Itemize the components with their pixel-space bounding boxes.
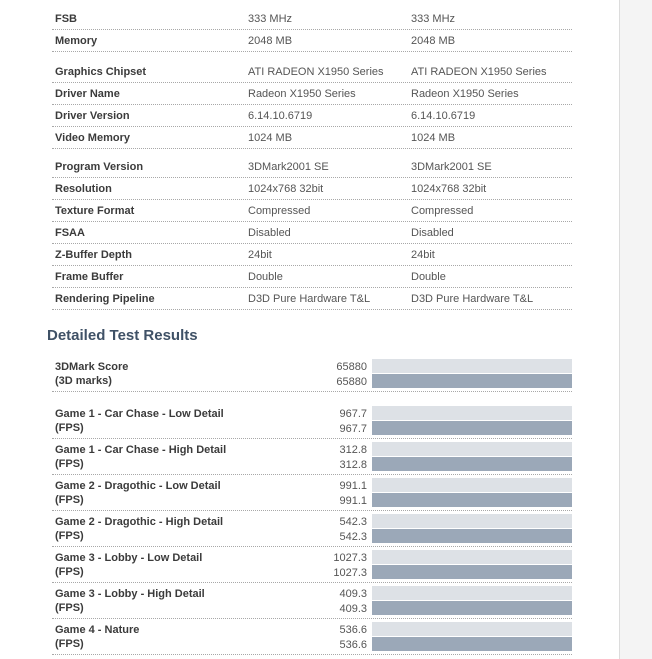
spec-label: Frame Buffer [55,271,124,283]
result-unit: (FPS) [55,566,84,578]
spec-label: Program Version [55,161,144,173]
result-value-2: 542.3 [339,531,367,543]
spec-row-resolution [52,178,572,200]
result-title: Game 2 - Dragothic - High Detail [55,516,224,528]
spec-row-frame-buffer [52,266,572,288]
result-name [55,515,223,543]
result-value-1: 409.3 [339,588,367,600]
result-bar-1 [372,478,572,492]
result-bar-1 [372,514,572,528]
spec-value-1: D3D Pure Hardware T&L [248,293,371,305]
spec-row-driver-version [52,105,572,127]
result-unit: (FPS) [55,458,84,470]
result-value-2: 536.6 [339,639,367,651]
result-value-2: 65880 [336,376,367,388]
spec-label: FSB [55,13,77,25]
spec-value-1: 1024 MB [248,132,293,144]
spec-value-2: 24bit [411,249,435,261]
result-bar-1 [372,442,572,456]
result-title: Game 3 - Lobby - High Detail [55,588,205,600]
spec-value-2: Compressed [411,205,474,217]
result-name [55,587,205,615]
spec-label: Texture Format [55,205,135,217]
result-name [55,407,224,435]
result-bar-2 [372,529,572,543]
result-title: Game 3 - Lobby - Low Detail [55,552,203,564]
result-value-2: 967.7 [339,423,367,435]
result-value-1: 1027.3 [333,552,367,564]
spec-label: FSAA [55,227,85,239]
spec-row-z-buffer-depth [52,244,572,266]
spec-label: Graphics Chipset [55,66,147,78]
result-value-1: 65880 [336,361,367,373]
spec-value-2: Radeon X1950 Series [411,88,519,100]
result-row-game3-high [52,584,572,619]
spec-row-rendering-pipeline [52,288,572,310]
result-row-game2-low [52,476,572,511]
result-name [55,623,139,651]
result-name [55,551,202,579]
spec-label: Driver Version [55,110,130,122]
result-bar-1 [372,359,572,373]
result-row-game3-low [52,548,572,583]
result-title: Game 1 - Car Chase - Low Detail [55,408,224,420]
result-row-game1-high [52,440,572,475]
spec-value-1: ATI RADEON X1950 Series [248,66,384,78]
result-row-game4-nature [52,620,572,655]
result-name [55,479,221,507]
spec-value-2: 1024 MB [411,132,456,144]
spec-row-texture-format [52,200,572,222]
spec-value-2: D3D Pure Hardware T&L [411,293,534,305]
spec-value-1: 24bit [248,249,272,261]
spec-table-system [52,8,572,52]
spec-value-1: 333 MHz [248,13,293,25]
result-unit: (FPS) [55,422,84,434]
result-title: Game 1 - Car Chase - High Detail [55,444,227,456]
result-bar-1 [372,586,572,600]
spec-row-program-version [52,156,572,178]
result-name [55,443,226,471]
result-bar-2 [372,637,572,651]
result-bar-2 [372,601,572,615]
result-bar-2 [372,421,572,435]
spec-value-1: 2048 MB [248,35,293,47]
spec-row-fsb [52,8,572,30]
result-unit: (FPS) [55,602,84,614]
result-unit: (FPS) [55,530,84,542]
spec-table-graphics [52,61,572,149]
result-row-game2-high [52,512,572,547]
result-bar-1 [372,550,572,564]
spec-value-2: 2048 MB [411,35,456,47]
spec-value-1: Double [248,271,283,283]
spec-label: Video Memory [55,132,130,144]
spec-value-2: 333 MHz [411,13,456,25]
spec-value-2: 1024x768 32bit [411,183,487,195]
result-value-2: 991.1 [339,495,367,507]
spec-value-1: 6.14.10.6719 [248,110,313,122]
spec-value-2: Double [411,271,446,283]
spec-row-graphics-chipset [52,61,572,83]
spec-value-1: 1024x768 32bit [248,183,324,195]
spec-label: Z-Buffer Depth [55,249,132,261]
spec-table-program [52,156,572,310]
spec-value-2: 6.14.10.6719 [411,110,476,122]
result-bar-2 [372,493,572,507]
result-title: Game 2 - Dragothic - Low Detail [55,480,221,492]
spec-value-2: 3DMark2001 SE [411,161,492,173]
spec-label: Rendering Pipeline [55,293,155,305]
result-value-1: 967.7 [339,408,367,420]
spec-label: Resolution [55,183,112,195]
spec-label: Memory [55,35,98,47]
result-name [55,360,128,388]
result-bar-1 [372,622,572,636]
spec-value-1: Compressed [248,205,311,217]
spec-row-fsaa [52,222,572,244]
section-title-detailed-results: Detailed Test Results [47,327,198,344]
spec-row-memory [52,30,572,52]
result-row-3dmark-score [52,357,572,392]
result-value-1: 536.6 [339,624,367,636]
result-bar-2 [372,457,572,471]
result-title: 3DMark Score [55,361,129,373]
spec-value-1: Radeon X1950 Series [248,88,356,100]
spec-value-1: Disabled [248,227,291,239]
spec-value-1: 3DMark2001 SE [248,161,329,173]
result-value-2: 1027.3 [333,567,367,579]
result-bar-2 [372,565,572,579]
result-bar-2 [372,374,572,388]
result-value-2: 409.3 [339,603,367,615]
result-value-2: 312.8 [339,459,367,471]
result-row-game1-low [52,404,572,439]
result-value-1: 991.1 [339,480,367,492]
spec-value-2: Disabled [411,227,454,239]
result-title: Game 4 - Nature [55,624,140,636]
result-value-1: 542.3 [339,516,367,528]
result-bar-1 [372,406,572,420]
result-unit: (3D marks) [55,375,112,387]
spec-row-video-memory [52,127,572,149]
spec-row-driver-name [52,83,572,105]
result-unit: (FPS) [55,494,84,506]
spec-value-2: ATI RADEON X1950 Series [411,66,547,78]
result-unit: (FPS) [55,638,84,650]
result-value-1: 312.8 [339,444,367,456]
spec-label: Driver Name [55,88,120,100]
